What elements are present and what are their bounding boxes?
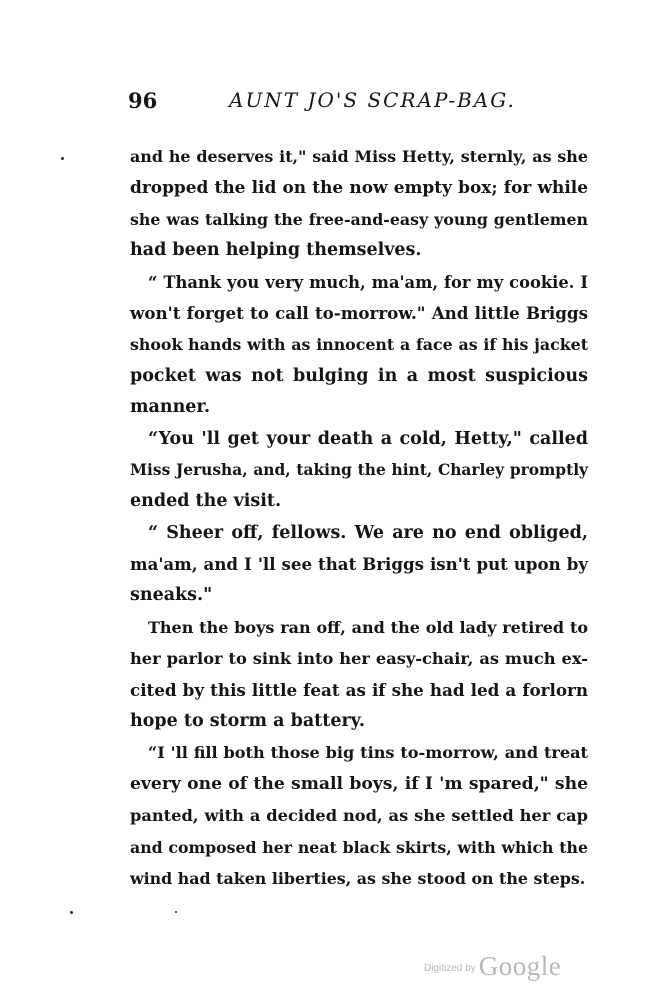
- body-text: [130, 141, 588, 894]
- margin-speck-bottom-center: [175, 911, 177, 913]
- text-line: and composed her neat black skirts, with which the: [130, 837, 588, 857]
- watermark-prefix: Digitized by: [424, 963, 476, 974]
- digitization-watermark: [424, 951, 561, 981]
- text-line: “ Thank you very much, ma'am, for my cookie. I: [148, 272, 588, 292]
- text-line: dropped the lid on the now empty box; for while: [130, 177, 588, 198]
- text-line: shook hands with as innocent a face as if his jacket: [130, 335, 588, 355]
- text-line: hope to storm a battery.: [130, 711, 365, 732]
- text-line: ma'am, and I 'll see that Briggs isn't put upon by: [130, 554, 588, 575]
- watermark-brand: Google: [478, 951, 562, 981]
- text-line: cited by this little feat as if she had led a forlorn: [130, 679, 588, 700]
- text-line: “I 'll fill both those big tins to-morrow, and treat: [148, 743, 588, 763]
- margin-speck-bottom-left: [70, 911, 73, 914]
- text-line: Then the boys ran off, and the old lady retired to: [148, 617, 588, 637]
- text-line: won't forget to call to-morrow." And little Briggs: [130, 302, 588, 323]
- running-title: AUNT JO'S SCRAP-BAG.: [229, 88, 516, 112]
- text-line: Miss Jerusha, and, taking the hint, Charley promptly: [130, 460, 588, 479]
- text-line: sneaks.": [130, 585, 213, 606]
- text-line: panted, with a decided nod, as she settled her cap: [130, 806, 588, 826]
- text-line: pocket was not bulging in a most suspicious: [130, 365, 588, 386]
- text-line: her parlor to sink into her easy-chair, as much ex-: [130, 649, 588, 669]
- text-line: she was talking the free-and-easy young gentlemen: [130, 209, 588, 229]
- margin-speck-top: [61, 157, 64, 160]
- text-line: and he deserves it," said Miss Hetty, sternly, as she: [130, 147, 588, 166]
- text-line: had been helping themselves.: [130, 240, 422, 261]
- running-header: [0, 88, 665, 118]
- text-line: wind had taken liberties, as she stood on the steps.: [130, 868, 586, 888]
- text-line: “You 'll get your death a cold, Hetty," called: [148, 428, 588, 449]
- text-line: every one of the small boys, if I 'm spared," she: [130, 773, 588, 794]
- page-number: 96: [128, 88, 158, 113]
- text-line: ended the visit.: [130, 491, 282, 512]
- text-line: “ Sheer off, fellows. We are no end obliged,: [148, 522, 588, 543]
- text-line: manner.: [130, 397, 211, 418]
